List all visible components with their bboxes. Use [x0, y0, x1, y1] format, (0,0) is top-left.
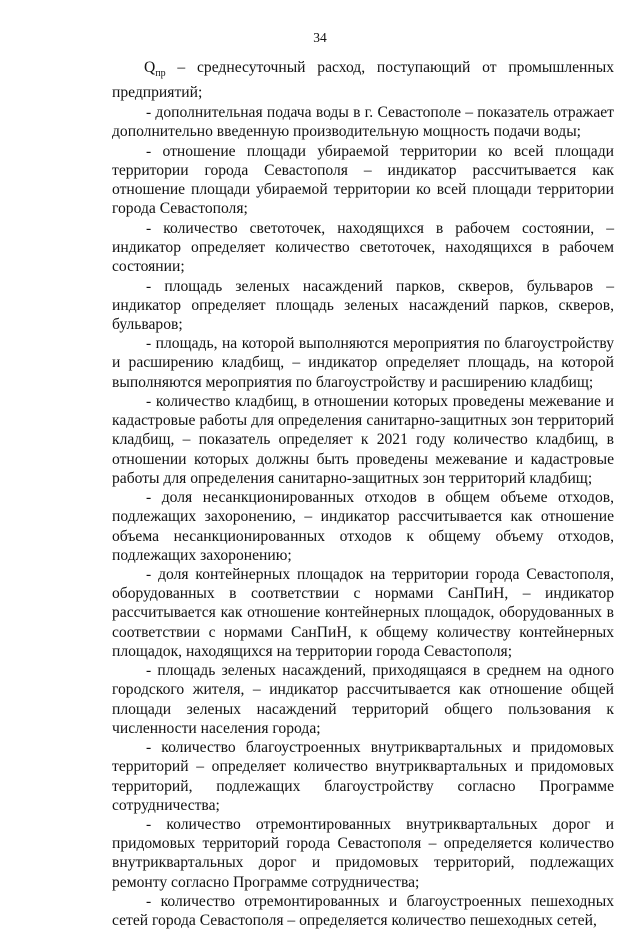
q-subscript: пр: [155, 68, 166, 80]
paragraph-cemetery-area: - площадь, на которой выполняются мероприятия по благоустройству и расширению кладбищ, – индикатор определяет площадь, на которой выполняются мероприятия по благоустройству и расширению кладбищ;: [112, 335, 614, 391]
paragraph-light-points: - количество светоточек, находящихся в рабочем состоянии, – индикатор определяет количество светоточек, находящихся в рабочем состоянии;: [112, 219, 614, 275]
paragraph-green-per-resident: - площадь зеленых насаждений, приходящаяся в среднем на одного городского жителя, – индикатор рассчитывается как отношение общей площади зеленых насаждений территорий общего пользования к численности населения города;: [112, 662, 614, 737]
document-body: [112, 58, 614, 930]
paragraph-waste-share: - доля несанкционированных отходов в общем объеме отходов, подлежащих захоронению, – индикатор рассчитывается как отношение объема несанкционированных отходов к общему объему отходов, подлежащих захоронению;: [112, 489, 614, 564]
paragraph-green-parks: - площадь зеленых насаждений парков, скверов, бульваров – индикатор определяет площадь зеленых насаждений парков, скверов, бульваров;: [112, 277, 614, 333]
paragraph-cemetery-count: - количество кладбищ, в отношении которых проведены межевание и кадастровые работы для определения санитарно-защитных зон территорий кладбищ, – показатель определяет к 2021 году количество кладбищ, в отношении которых должны быть проведены межевание и кадастровые работы для определения санитарно-защитных зон территорий кладбищ;: [112, 393, 614, 487]
paragraph-cleaned-area: - отношение площади убираемой территории ко всей площади территории города Севастополя – индикатор рассчитывается как отношение площади убираемой территории ко всей площади территории города Севастополя;: [112, 142, 614, 217]
q-symbol: Q: [144, 59, 156, 76]
paragraph-pedestrian-networks: - количество отремонтированных и благоустроенных пешеходных сетей города Севастополя – определяется количество пешеходных сетей,: [112, 893, 614, 930]
paragraph-q-pr: [112, 58, 614, 102]
paragraph-water-supply: - дополнительная подача воды в г. Севастополе – показатель отражает дополнительно введенную производительную мощность подачи воды;: [112, 103, 614, 140]
paragraph-container-sites: - доля контейнерных площадок на территории города Севастополя, оборудованных в соответствии с нормами СанПиН, – индикатор рассчитывается как отношение контейнерных площадок, оборудованных в соответствии с нормами СанПиН, к общему количеству контейнерных площадок, находящихся на территории города Севастополя;: [112, 566, 614, 660]
paragraph-yards-improved: - количество благоустроенных внутриквартальных и придомовых территорий – определяет количество внутриквартальных и придомовых территорий, подлежащих благоустройству согласно Программе сотрудничества;: [112, 739, 614, 814]
paragraph-roads-repaired: - количество отремонтированных внутриквартальных дорог и придомовых территорий города Севастополя – определяется количество внутриквартальных дорог и придомовых территорий, подлежащих ремонту согласно Программе сотрудничества;: [112, 816, 614, 891]
paragraph-text: – среднесуточный расход, поступающий от промышленных предприятий;: [112, 59, 614, 102]
page-number: 34: [313, 30, 327, 45]
